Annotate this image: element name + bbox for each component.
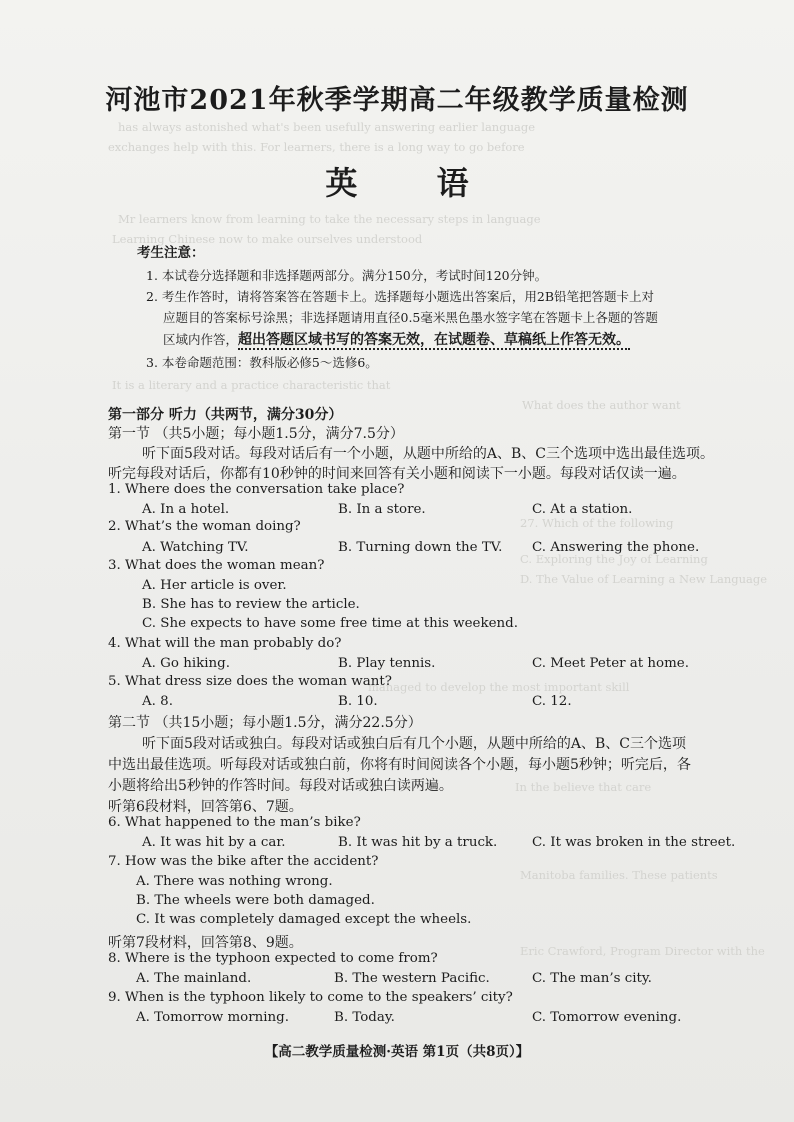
section2-instructions-1: 听下面5段对话或独白。每段对话或独白后有几个小题，从题中所给的A、B、C三个选项 [142,736,687,752]
q4-option-b: B. Play tennis. [338,656,436,671]
notice-emphasis: 超出答题区域书写的答案无效，在试题卷、草稿纸上作答无效。 [238,332,631,348]
question-1: 1. Where does the conversation take place? [108,482,405,497]
material-7-label: 听第7段材料，回答第8、9题。 [108,935,303,951]
notice-item-2-cont2-text: 区域内作答， [163,332,239,347]
page-footer: 【高二教学质量检测·英语 第1页（共8页）】 [264,1044,530,1060]
q9-option-a: A. Tomorrow morning. [136,1010,289,1025]
notice-item-2-cont: 应题目的答案标号涂黑；非选择题请用直径0.5毫米黑色墨水签字笔在答题卡上各题的答题 [163,310,658,325]
q4-option-a: A. Go hiking. [142,656,230,671]
question-8: 8. Where is the typhoon expected to come from? [108,951,438,966]
notice-item-1: 1. 本试卷分选择题和非选择题两部分。满分150分，考试时间120分钟。 [146,268,548,283]
notice-item-2-cont2 [163,333,630,347]
q7-option-a: A. There was nothing wrong. [136,874,333,889]
section1-heading: 第一节 （共5小题；每小题1.5分，满分7.5分） [108,426,404,442]
question-4: 4. What will the man probably do? [108,636,342,651]
q2-option-c: C. Answering the phone. [532,540,700,555]
q1-option-a: A. In a hotel. [142,502,230,517]
q7-option-b: B. The wheels were both damaged. [136,893,375,908]
part1-heading: 第一部分 听力（共两节，满分30分） [108,407,343,423]
question-5: 5. What dress size does the woman want? [108,674,392,689]
q4-option-c: C. Meet Peter at home. [532,656,689,671]
q3-option-c: C. She expects to have some free time at this weekend. [142,616,518,631]
section2-heading: 第二节 （共15小题；每小题1.5分，满分22.5分） [108,715,422,731]
q9-option-b: B. Today. [334,1010,395,1025]
question-9: 9. When is the typhoon likely to come to the speakers’ city? [108,990,513,1005]
q1-option-c: C. At a station. [532,502,633,517]
q9-option-c: C. Tomorrow evening. [532,1010,682,1025]
notice-heading: 考生注意： [137,245,205,261]
question-2: 2. What’s the woman doing? [108,519,301,534]
exam-title: 河池市2021年秋季学期高二年级教学质量检测 [105,85,689,116]
q1-option-b: B. In a store. [338,502,426,517]
q6-option-a: A. It was hit by a car. [142,835,286,850]
q5-option-b: B. 10. [338,694,378,709]
exam-page: has always astonished what's been usefully answering earlier language exchanges help with this. For learners, there is a long way to go before Mr learners know from learning to take the necessary steps in language Learning Chinese now to make ourselves understood It is a literary and a practice characteristic that What does the author want 27. Which of the following C. Exploring the Joy of Learning D. The Value of Learning a New Language managed to develop the most important skill In the believe that care Manitoba families. These patients Eric Crawford, Program Director with the 河池市2021年秋季学期高二年级教学质量检测 英 语 考生注意： 1. 本试卷分选择题和非选择题两部分。满分150分，考试时间120分钟。 2. 考生作答时，请将答案答在答题卡上。选择题每小题选出答案后，用2B铅笔把答题卡上对 应题目的答案标号涂黑；非选择题请用直径0.5毫米黑色墨水签字笔在答题卡上各题的答题 区域内作答，超出答题区域书写的答案无效，在试题卷、草稿纸上作答无效。 3. 本卷命题范围：教科版必修5～选修6。 第一部分 听力（共两节，满分30分） 第一节 （共5小题；每小题1.5分，满分7.5分） 听下面5段对话。每段对话后有一个小题，从题中所给的A、B、C三个选项中选出最佳选项。 听完每段对话后，你都有10秒钟的时间来回答有关小题和阅读下一小题。每段对话仅读一遍。 1. Where does the conversation take place? A. In a hotel. B. In a store. C. At a station. 2. What’s the woman doing? A. Watching TV. B. Turning down the TV. C. Answering the phone. 3. What does the woman mean? A. Her article is over. B. She has to review the article. C. She expects to have some free time at this weekend. 4. What will the man probably do? A. Go hiking. B. Play tennis. C. Meet Peter at home. 5. What dress size does the woman want? A. 8. B. 10. C. 12. 第二节 （共15小题；每小题1.5分，满分22.5分） 听下面5段对话或独白。每段对话或独白后有几个小题，从题中所给的A、B、C三个选项 中选出最佳选项。听每段对话或独白前，你将有时间阅读各个小题，每小题5秒钟；听完后，各 小题将给出5秒钟的作答时间。每段对话或独白读两遍。 听第6段材料，回答第6、7题。 6. What happened to the man’s bike? A. It was hit by a car. B. It was hit by a truck. C. It was broken in the street. 7. How was the bike after the accident? A. There was nothing wrong. B. The wheels were both damaged. C. It was completely damaged except the wheels. 听第7段材料，回答第8、9题。 8. Where is the typhoon expected to come from? A. The mainland. B. The western Pacific. C. The man’s city. 9. When is the typhoon likely to come to the speakers’ city? A. Tomorrow morning. B. Today. C. Tomorrow evening. 【高二教学质量检测·英语 第1页（共8页）】 [0,0,794,1122]
q8-option-c: C. The man’s city. [532,971,652,986]
q2-option-b: B. Turning down the TV. [338,540,503,555]
q6-option-b: B. It was hit by a truck. [338,835,498,850]
question-7: 7. How was the bike after the accident? [108,854,379,869]
section2-instructions-2: 中选出最佳选项。听每段对话或独白前，你将有时间阅读各个小题，每小题5秒钟；听完后，各 [108,757,691,773]
q8-option-b: B. The western Pacific. [334,971,490,986]
section1-instructions-2: 听完每段对话后，你都有10秒钟的时间来回答有关小题和阅读下一小题。每段对话仅读一遍。 [108,466,686,482]
question-6: 6. What happened to the man’s bike? [108,815,361,830]
q2-option-a: A. Watching TV. [142,540,249,555]
q6-option-c: C. It was broken in the street. [532,835,736,850]
subject-title: 英 语 [325,164,503,202]
section1-instructions-1: 听下面5段对话。每段对话后有一个小题，从题中所给的A、B、C三个选项中选出最佳选项。 [142,446,715,462]
notice-item-3: 3. 本卷命题范围：教科版必修5～选修6。 [146,355,378,370]
q5-option-c: C. 12. [532,694,572,709]
q7-option-c: C. It was completely damaged except the wheels. [136,912,472,927]
section2-instructions-3: 小题将给出5秒钟的作答时间。每段对话或独白读两遍。 [108,778,453,794]
q3-option-a: A. Her article is over. [142,578,287,593]
q8-option-a: A. The mainland. [136,971,252,986]
notice-item-2: 2. 考生作答时，请将答案答在答题卡上。选择题每小题选出答案后，用2B铅笔把答题卡上对 [146,289,655,304]
q5-option-a: A. 8. [142,694,173,709]
q3-option-b: B. She has to review the article. [142,597,360,612]
material-6-label: 听第6段材料，回答第6、7题。 [108,799,303,815]
question-3: 3. What does the woman mean? [108,558,325,573]
